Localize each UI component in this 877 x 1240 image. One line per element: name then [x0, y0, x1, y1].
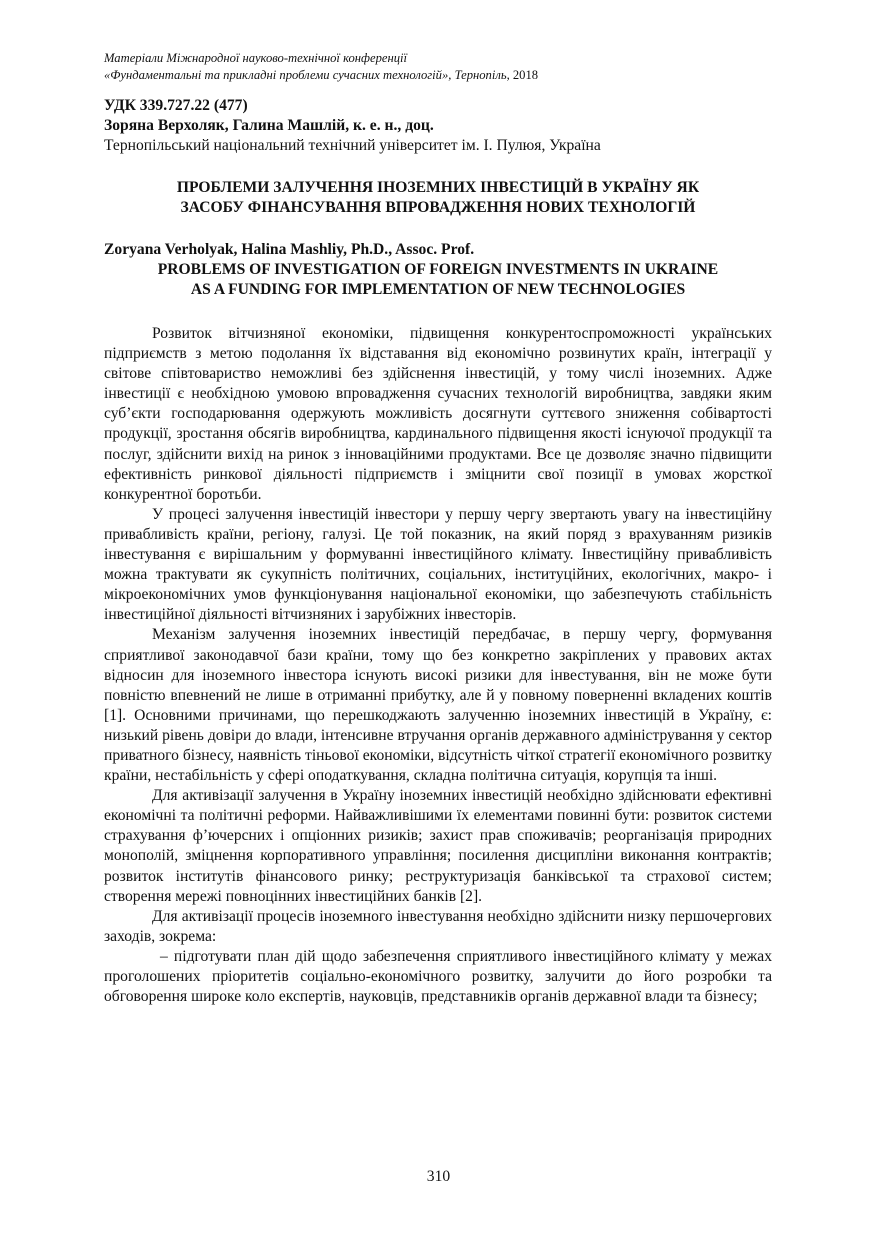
title-en — [104, 260, 772, 300]
bullet-item: – підготувати план дій щодо забезпечення сприятливого інвестиційного клімату у межах проголошених пріоритетів соціально-економічного розвитку, залучити до його розробки та обговорення широке коло експертів, науковців, представників органів державної влади та бізнесу; — [104, 947, 772, 1006]
paragraph: Для активізації залучення в Україну іноземних інвестицій необхідно здійснювати ефективні економічні та політичні реформи. Найважливішими їх елементами повинні бути: розвиток системи страхування ф’ючерсних і опціонних ризиків; захист прав споживачів; реорганізація природних монополій, зміцнення корпоративного управління; посилення дисципліни виконання контрактів; розвиток інститутів фінансового ринку; реструктуризація банківської та страхової систем; створення мережі повноцінних інвестиційних банків [2]. — [104, 787, 772, 905]
paper-page — [104, 50, 772, 1007]
paragraph: Розвиток вітчизняної економіки, підвищення конкурентоспроможності українських підприємств з метою подолання їх відставання від економічно розвинутих країн, інтеграції у світове співтовариство неможливі без здійснення інвестицій, у тому числі іноземних. Адже інвестиції є необхідною умовою впровадження сучасних технологій виробництва, завдяки яким суб’єкти господарювання одержують можливість досягнути суттєвого зниження собівартості продукції, зростання обсягів виробництва, кардинального підвищення якості існуючої продукції та послуг, здійснити вихід на ринок з інноваційними продуктами. Все це дозволяє значно підвищити ефективність ринкової діяльності підприємств і зміцнити свої позиції в умовах жорсткої конкурентної боротьби. — [104, 325, 772, 503]
conference-header-line1: Матеріали Міжнародної науково-технічної конференції — [104, 51, 407, 65]
body-text — [104, 324, 772, 1007]
title-ua — [104, 178, 772, 218]
title-ua-line1: ПРОБЛЕМИ ЗАЛУЧЕННЯ ІНОЗЕМНИХ ІНВЕСТИЦІЙ В УКРАЇНУ ЯК — [176, 179, 700, 196]
affiliation: Тернопільський національний технічний університет ім. І. Пулюя, Україна — [104, 137, 601, 154]
title-en-line1: PROBLEMS OF INVESTIGATION OF FOREIGN INVESTMENTS IN UKRAINE — [157, 261, 719, 278]
conference-header-title: «Фундаментальні та прикладні проблеми сучасних технологій», Тернопіль, — [104, 68, 510, 82]
conference-header-line2 — [104, 67, 772, 84]
udk-code: УДК 339.727.22 (477) — [104, 97, 248, 114]
conference-header-year: 2018 — [509, 68, 539, 82]
paragraph: У процесі залучення інвестицій інвестори у першу чергу звертають увагу на інвестиційну привабливість країни, регіону, галузі. Це той показник, на який поряд з врахуванням ризиків інвестування є вирішальним у формуванні інвестиційного клімату. Інвестиційну привабливість можна трактувати як сукупність політичних, соціальних, інституційних, екологічних, макро- і мікроекономічних умов функціонування національної економіки, що забезпечують стабільність інвестиційної діяльності вітчизняних і зарубіжних інвесторів. — [104, 505, 772, 624]
paragraph: Механізм залучення іноземних інвестицій передбачає, в першу чергу, формування сприятливої законодавчої бази країни, тому що без конкретно закріплених у правових актах відносин для іноземного інвестора існують високі ризики для інвестування, він не може бути повністю впевнений не лише в отриманні прибутку, але й у повному поверненні вкладених коштів [1]. Основними причинами, що перешкоджають залученню іноземних інвестицій в Україну, є: низький рівень довіри до влади, інтенсивне втручання органів державного адміністрування у сектор приватного бізнесу, наявність тіньової економіки, відсутність чіткої стратегії економічного розвитку країни, нестабільність у сфері оподаткування, складна політична ситуація, корупція та інші. — [104, 626, 772, 785]
authors-en: Zoryana Verholyak, Halina Mashliy, Ph.D., Assoc. Prof. — [104, 241, 475, 258]
page-number: 310 — [426, 1168, 451, 1185]
paragraph: Для активізації процесів іноземного інвестування необхідно здійснити низку першочергових заходів, зокрема: — [104, 907, 772, 945]
title-en-line2: AS A FUNDING FOR IMPLEMENTATION OF NEW TECHNOLOGIES — [190, 281, 686, 298]
title-ua-line2: ЗАСОБУ ФІНАНСУВАННЯ ВПРОВАДЖЕННЯ НОВИХ ТЕХНОЛОГІЙ — [180, 199, 696, 216]
authors-ua: Зоряна Верхоляк, Галина Машлій, к. е. н., доц. — [104, 117, 434, 134]
